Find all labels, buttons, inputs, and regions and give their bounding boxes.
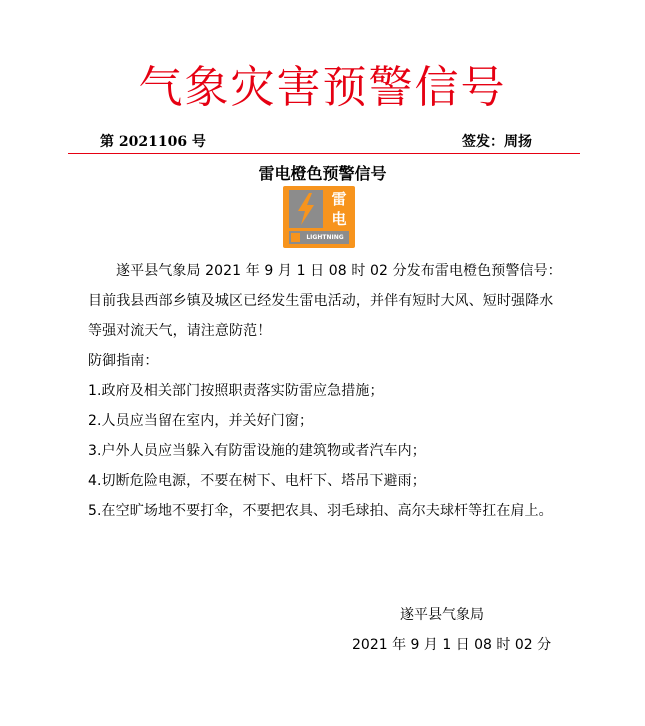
guideline-item: 2.人员应当留在室内，并关好门窗； <box>88 413 314 429</box>
icon-strip <box>289 231 349 244</box>
guideline-item: 1.政府及相关部门按照职责落实防雷应急措施； <box>88 383 384 399</box>
warning-paragraph: 遂平县气象局 2021 年 9 月 1 日 08 时 02 分发布雷电橙色预警信号：目前我县西部乡镇及城区已经发生雷电活动，并伴有短时大风、短时强降水等强对流天气，请注意防范！ <box>88 263 562 339</box>
issue-row <box>0 130 645 154</box>
body-text <box>88 256 566 526</box>
guideline-item: 4.切断危险电源，不要在树下、电杆下、塔吊下避雨； <box>88 473 426 489</box>
icon-char-top: 雷 <box>331 190 347 208</box>
red-divider <box>68 153 580 154</box>
icon-strip-text: LIGHTNING <box>306 234 344 241</box>
document-title: 气象灾害预警信号 <box>138 62 507 113</box>
issue-number: 第 2021106 号 <box>100 134 206 150</box>
issuer: 签发：周扬 <box>462 134 532 150</box>
lightning-bolt-icon <box>289 190 323 228</box>
signoff-date: 2021 年 9 月 1 日 08 时 02 分 <box>352 637 552 653</box>
guideline-item: 3.户外人员应当躲入有防雷设施的建筑物或者汽车内； <box>88 443 426 459</box>
icon-char-bottom: 电 <box>331 210 347 228</box>
lightning-orange-warning-icon <box>283 186 355 248</box>
guideline-item: 5.在空旷场地不要打伞，不要把农具、羽毛球拍、高尔夫球杆等扛在肩上。 <box>88 503 553 519</box>
guide-heading: 防御指南： <box>88 353 159 369</box>
icon-strip-square <box>291 233 300 242</box>
signoff-organization: 遂平县气象局 <box>400 607 484 623</box>
signal-title: 雷电橙色预警信号 <box>258 164 387 183</box>
